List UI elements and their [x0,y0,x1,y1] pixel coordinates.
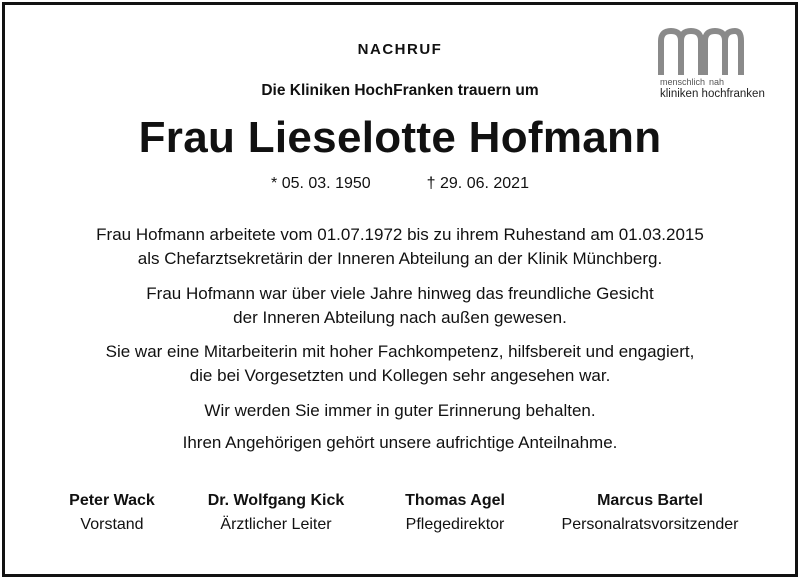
signatory [40,489,184,537]
logo-tagline-word2: nah [709,77,725,87]
paragraph-line: Frau Hofmann arbeitete vom 01.07.1972 bis zu ihrem Ruhestand am 01.03.2015 [96,225,704,244]
paragraph [0,282,800,330]
signatory-role: Personalratsvorsitzender [561,516,739,533]
signatory-role: Pflegedirektor [405,516,505,533]
paragraph-line: Frau Hofmann war über viele Jahre hinweg das freundliche Gesicht [146,284,654,303]
paragraph [0,223,800,271]
signatory-role: Ärztlicher Leiter [220,516,332,533]
signatory-name: Peter Wack [69,492,155,509]
deceased-name: Frau Lieselotte Hofmann [138,113,662,162]
death-date: † 29. 06. 2021 [426,175,529,192]
logo-tagline-word1: menschlich [660,77,706,87]
paragraph [0,340,800,388]
logo-wordmark: kliniken hochfranken [660,88,765,100]
signatory-name: Marcus Bartel [597,492,703,509]
signatory-name: Dr. Wolfgang Kick [207,492,345,509]
signatory-role: Vorstand [80,516,144,533]
life-dates [0,175,800,193]
notice-heading: NACHRUF [357,41,443,58]
notice-subheading: Die Kliniken HochFranken trauern um [261,82,539,99]
signatory [188,489,364,537]
paragraph [0,399,800,423]
paragraph-line: Ihren Angehörigen gehört unsere aufrichtige Anteilnahme. [182,433,618,452]
birth-date: * 05. 03. 1950 [271,175,371,192]
signatory [380,489,530,537]
paragraph-line: die bei Vorgesetzten und Kollegen sehr angesehen war. [189,366,611,385]
paragraph-line: Sie war eine Mitarbeiterin mit hoher Fachkompetenz, hilfsbereit und engagiert, [105,342,695,361]
signatory [540,489,760,537]
signatory-name: Thomas Agel [405,492,505,509]
paragraph-line: Wir werden Sie immer in guter Erinnerung behalten. [204,401,596,420]
paragraph [0,431,800,455]
paragraph-line: als Chefarztsekretärin der Inneren Abteilung an der Klinik Münchberg. [137,249,663,268]
paragraph-line: der Inneren Abteilung nach außen gewesen. [233,308,567,327]
